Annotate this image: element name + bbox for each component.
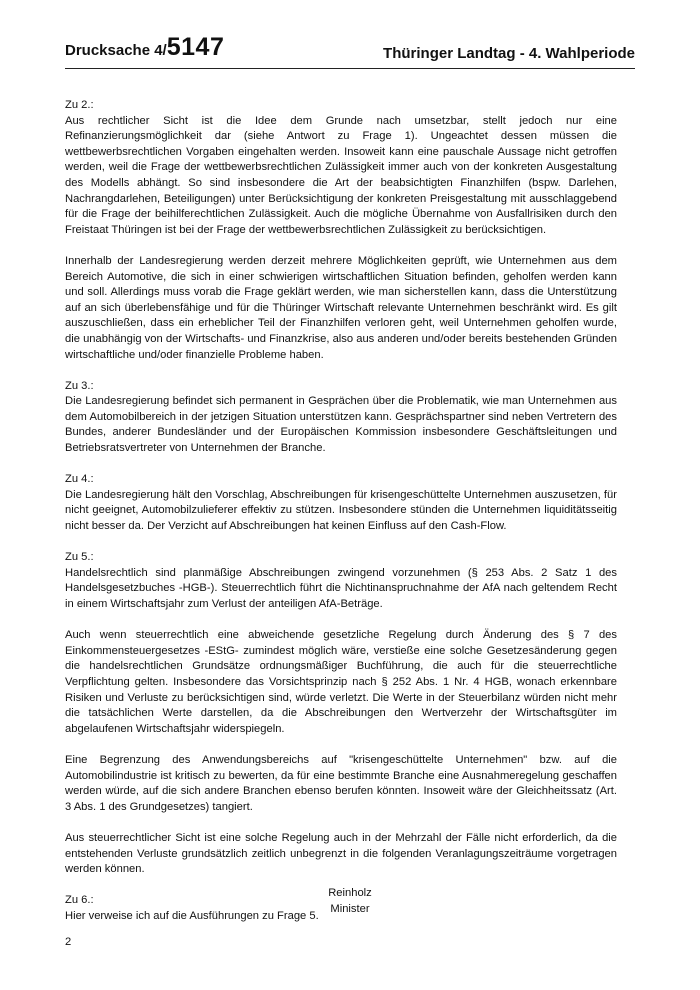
section-heading: Zu 5.: <box>65 551 94 564</box>
signatory-name: Reinholz <box>328 887 372 899</box>
section-heading: Zu 6.: <box>65 894 94 907</box>
section-heading: Zu 2.: <box>65 99 94 111</box>
document-number <box>65 33 224 62</box>
page-header <box>65 30 635 68</box>
paragraph: Eine Begrenzung des Anwendungsbereichs auf "krisengeschüttelte Unternehmen" bzw. auf die Automobilindustrie ist kritisch zu bewerten, da für eine bestimmte Branche eine Ausnahmeregelung geschaffen werden würde, auf die sich andere Branchen ebenso berufen könnten. Insoweit wäre der Gleichheitssatz (Art. 3 Abs. 1 des Grundgesetzes) tangiert. <box>65 753 617 813</box>
paragraph: Innerhalb der Landesregierung werden derzeit mehrere Möglichkeiten geprüft, wie Unternehmen aus dem Bereich Automotive, die sich in einer schwierigen wirtschaftlichen Situation befinden, geholfen werden kann und soll. Allerdings muss vorab die Frage geklärt werden, wie man sicherstellen kann, dass die Unterstützung auf an sich überlebensfähige und für die Thüringer Wirtschaft relevante Unternehmen beschränkt wird. Es gilt auszuschließen, dass ein erheblicher Teil der Finanzhilfen verloren geht, weil Unternehmen geholfen wurde, die unabhängig von der Wirtschafts- und Finanzkrise, also aus anderen und/oder bereits bestehenden Gründen wirtschaftliche und/oder finanzielle Probleme haben. <box>65 254 617 361</box>
paragraph: Aus steuerrechtlicher Sicht ist eine solche Regelung auch in der Mehrzahl der Fälle nicht erforderlich, da die entstehenden Verluste grundsätzlich zeitlich unbegrenzt in die folgenden Veranlagungszeiträume vorgetragen werden können. <box>65 831 617 876</box>
page-number: 2 <box>65 936 72 948</box>
paragraph: Hier verweise ich auf die Ausführungen zu Frage 5. <box>65 909 319 922</box>
paragraph: Auch wenn steuerrechtlich eine abweichende gesetzliche Regelung durch Änderung des § 7 des Einkommensteuergesetzes -EStG- zumindest möglich wäre, verstieße eine solche Gesetzesänderung gegen die handelsrechtlichen Grundsätze ordnungsmäßiger Buchführung, die auch für die steuerrechtliche Verpflichtung gelten. Insbesondere das Vorsichtsprinzip nach § 252 Abs. 1 Nr. 4 HGB, wonach erkennbare Risiken und Verluste zu berücksichtigen sind, würde verletzt. Die Werte in der Steuerbilanz würden nicht mehr die tatsächlichen Werte darstellen, da die Abschreibungen den Wertverzehr der Wirtschaftsgüter im abgelaufenen Wirtschaftsjahr widerspiegeln. <box>65 629 617 735</box>
paragraph: Die Landesregierung hält den Vorschlag, Abschreibungen für krisengeschüttelte Unternehmen auszusetzen, für nicht geeignet, Automobilzulieferer effektiv zu stützen. Insbesondere stünden die Unternehmen liquiditätsseitig nicht besser da. Der Verzicht auf Abschreibungen hat keinen Einfluss auf den Cash-Flow. <box>65 488 617 533</box>
header-rule <box>65 68 635 69</box>
document-prefix: Drucksache 4/ <box>65 42 167 59</box>
paragraph: Die Landesregierung befindet sich permanent in Gesprächen über die Problematik, wie man Unternehmen aus dem Automobilbereich in der jetzigen Situation unterstützen kann. Gesprächspartner sind neben Vertretern des Bundes, anderer Bundesländer und der Europäischen Kommission insbesondere Geschäftsleitungen und Betriebsratsvertreter von Unternehmen der Branche. <box>65 395 617 455</box>
document-number-value: 5147 <box>166 33 225 61</box>
signature-block <box>0 886 700 917</box>
signatory-title: Minister <box>330 902 370 915</box>
parliament-title: Thüringer Landtag - 4. Wahlperiode <box>383 45 635 62</box>
paragraph: Handelsrechtlich sind planmäßige Abschreibungen zwingend vorzunehmen (§ 253 Abs. 2 Satz 1 des Handelsgesetzbuches -HGB-). Steuerrechtlich führt die Nichtinanspruchnahme der AfA nach geltendem Recht in einem Wirtschaftsjahr zum Verlust der anteiligen AfA-Beträge. <box>65 566 617 610</box>
document-body <box>65 98 617 924</box>
paragraph: Aus rechtlicher Sicht ist die Idee dem Grunde nach umsetzbar, stellt jedoch nur eine Refinanzierungsmöglichkeit dar (siehe Antwort zu Frage 1). Ungeachtet dessen müssen die wettbewerbsrechtlichen Vorgaben eingehalten werden. Insoweit kann eine pauschale Aussage nicht getroffen werden, weil die Frage der wettbewerbsrechtlichen Zulässigkeit immer auch von der konkreten Ausgestaltung des Modells abhängt. So sind insbesondere die Art der beabsichtigten Finanzhilfen (bspw. Darlehen, Nachrangdarlehen, Beteiligungen) unter Berücksichtigung der konkreten Preisgestaltung mit ausschlaggebend für die Frage der beihilferechtlichen Zulässigkeit. Auch die mögliche Übernahme von Ausfallrisiken durch den Freistaat Thüringen ist bei der Frage der wettbewerbsrechtlichen Zulässigkeit zu berücksichtigen. <box>65 114 617 236</box>
section-heading: Zu 4.: <box>65 473 94 486</box>
section-heading: Zu 3.: <box>65 379 94 392</box>
